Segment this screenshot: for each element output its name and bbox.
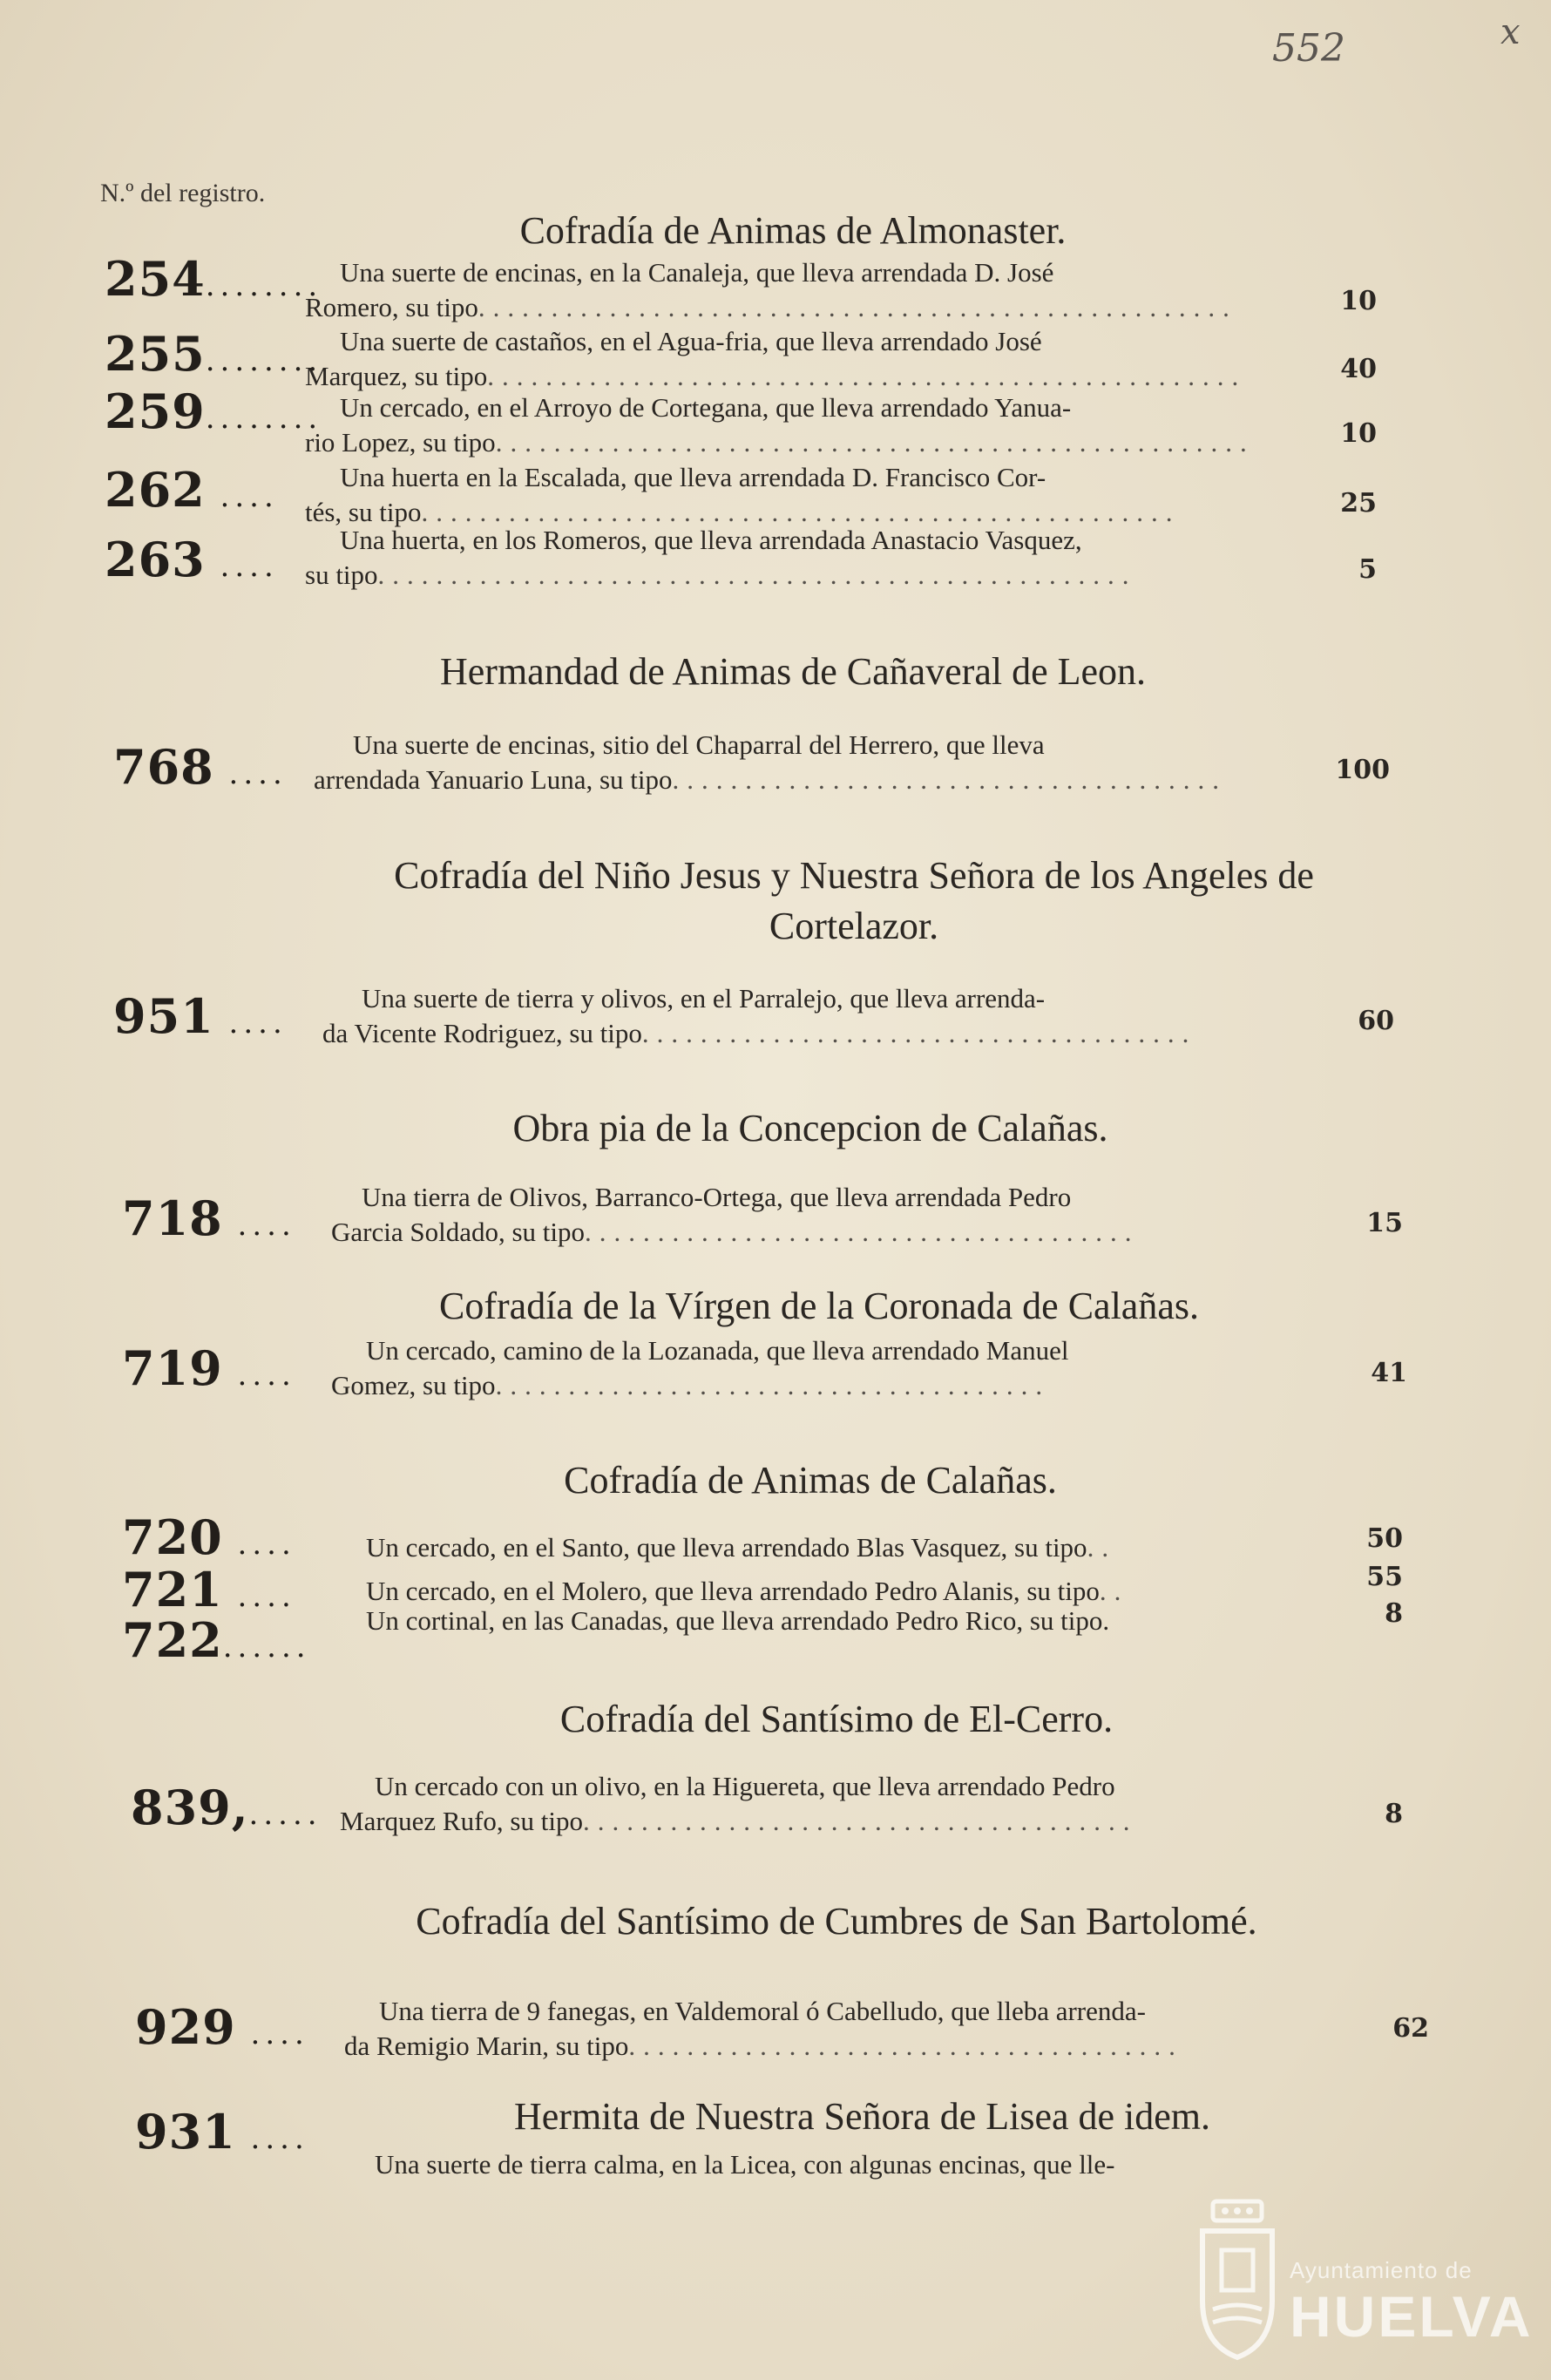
amount: 25 [1340,488,1377,519]
entry-text: Una suerte de tierra y olivos, en el Parralejo, que lleva arrenda- da Vicente Rodriguez, su tipo...................................... [322,983,1197,1048]
entry-text: Un cortinal, en las Canadas, que lleva arrendado Pedro Rico, su tipo. [366,1605,1110,1636]
register-number: 720 .... [122,1509,296,1565]
amount: 10 [1340,286,1377,316]
amount: 55 [1366,1562,1403,1592]
section-heading-el-cerro: Cofradía del Santísimo de El-Cerro. [559,1698,1114,1740]
entry-text: Una suerte de encinas, sitio del Chaparral del Herrero, que lleva arrendada Yanuario Luna, su tipo...................................... [314,729,1228,795]
register-number: 951 .... [113,988,288,1044]
section-heading-coronada: Cofradía de la Vírgen de la Coronada de Calañas. [439,1285,1199,1327]
register-number: 263 .... [105,532,279,587]
ayuntamiento-watermark [1185,2196,1534,2370]
entry-text: Una suerte de encinas, en la Canaleja, que lleva arrendada D. José Romero, su tipo.................................................... [305,257,1237,322]
entry-text: Un cercado, en el Molero, que lleva arrendado Pedro Alanis, su tipo.. [366,1576,1129,1606]
amount: 10 [1340,418,1377,449]
section-heading-obra-pia: Obra pia de la Concepcion de Calañas. [512,1107,1108,1149]
register-number: 929 .... [135,1999,309,2055]
corner-mark: x [1500,12,1521,52]
amount: 8 [1385,1799,1403,1829]
register-number: 718 .... [122,1190,296,1246]
amount: 5 [1358,554,1377,585]
entry-text: Un cercado, camino de la Lozanada, que lleva arrendado Manuel Gomez, su tipo...................................... [331,1335,1069,1400]
entry-text: Una tierra de 9 fanegas, en Valdemoral ó Cabelludo, que lleba arrenda- da Remigio Marin, su tipo...................................... [344,1996,1183,2061]
amount: 41 [1371,1358,1407,1388]
amount: 100 [1335,755,1390,785]
entry-text: Un cercado, en el Santo, que lleva arrendado Blas Vasquez, su tipo.. [366,1532,1117,1563]
entry-text: Un cercado, en el Arroyo de Cortegana, que lleva arrendado Yanua- rio Lopez, su tipo.................................................... [305,392,1255,458]
section-heading-animas-calanas: Cofradía de Animas de Calañas. [564,1459,1057,1502]
entry-text: Una tierra de Olivos, Barranco-Ortega, que lleva arrendada Pedro Garcia Soldado, su tipo...................................... [331,1182,1140,1247]
register-number: 259........ [105,383,323,439]
stamp-subtitle: Ayuntamiento de [1290,2257,1473,2283]
amount: 50 [1366,1523,1403,1554]
register-number: 721 .... [122,1562,296,1617]
section-heading-cortelazor-line2: Cortelazor. [769,905,939,947]
amount: 62 [1392,2013,1429,2044]
entry-text: Una huerta en la Escalada, que lleva arrendada D. Francisco Cor- tés, su tipo.................................................... [305,462,1181,527]
register-number: 254........ [105,251,323,307]
section-heading-hermita-lisea: Hermita de Nuestra Señora de Lisea de idem. [514,2095,1211,2138]
register-number-label: N.º del registro. [100,179,266,207]
section-heading-canaveral: Hermandad de Animas de Cañaveral de Leon. [439,650,1147,693]
register-number: 719 .... [122,1340,296,1396]
register-number: 839,..... [131,1780,322,1835]
section-heading-cumbres: Cofradía del Santísimo de Cumbres de San Bartolomé. [416,1900,1257,1943]
register-number: 262 .... [105,462,279,518]
register-number: 722...... [122,1612,311,1668]
amount: 40 [1340,354,1377,384]
crest-icon [1194,2196,1281,2362]
entry-text: Una suerte de castaños, en el Agua-fria, que lleva arrendado José Marquez, su tipo.................................................... [305,326,1247,391]
section-heading-almonaster: Cofradía de Animas de Almonaster. [519,209,1067,252]
register-number: 255........ [105,326,323,382]
register-number: 768 .... [113,739,288,795]
amount: 60 [1358,1006,1394,1036]
folio-pencil-note: 552 [1272,26,1345,71]
section-heading-cortelazor: Cofradía del Niño Jesus y Nuestra Señora de los Angeles de [394,854,1314,897]
entry-text: Un cercado con un olivo, en la Higuereta, que lleva arrendado Pedro Marquez Rufo, su tipo...................................... [340,1771,1138,1836]
entry-text: Una huerta, en los Romeros, que lleva arrendada Anastacio Vasquez, su tipo.................................................... [305,525,1137,590]
register-number: 931 .... [135,2104,309,2160]
amount: 15 [1366,1208,1403,1238]
amount: 8 [1385,1598,1403,1629]
entry-text: Una suerte de tierra calma, en la Licea, con algunas encinas, que lle- [375,2149,1115,2180]
stamp-title: HUELVA [1290,2284,1534,2349]
